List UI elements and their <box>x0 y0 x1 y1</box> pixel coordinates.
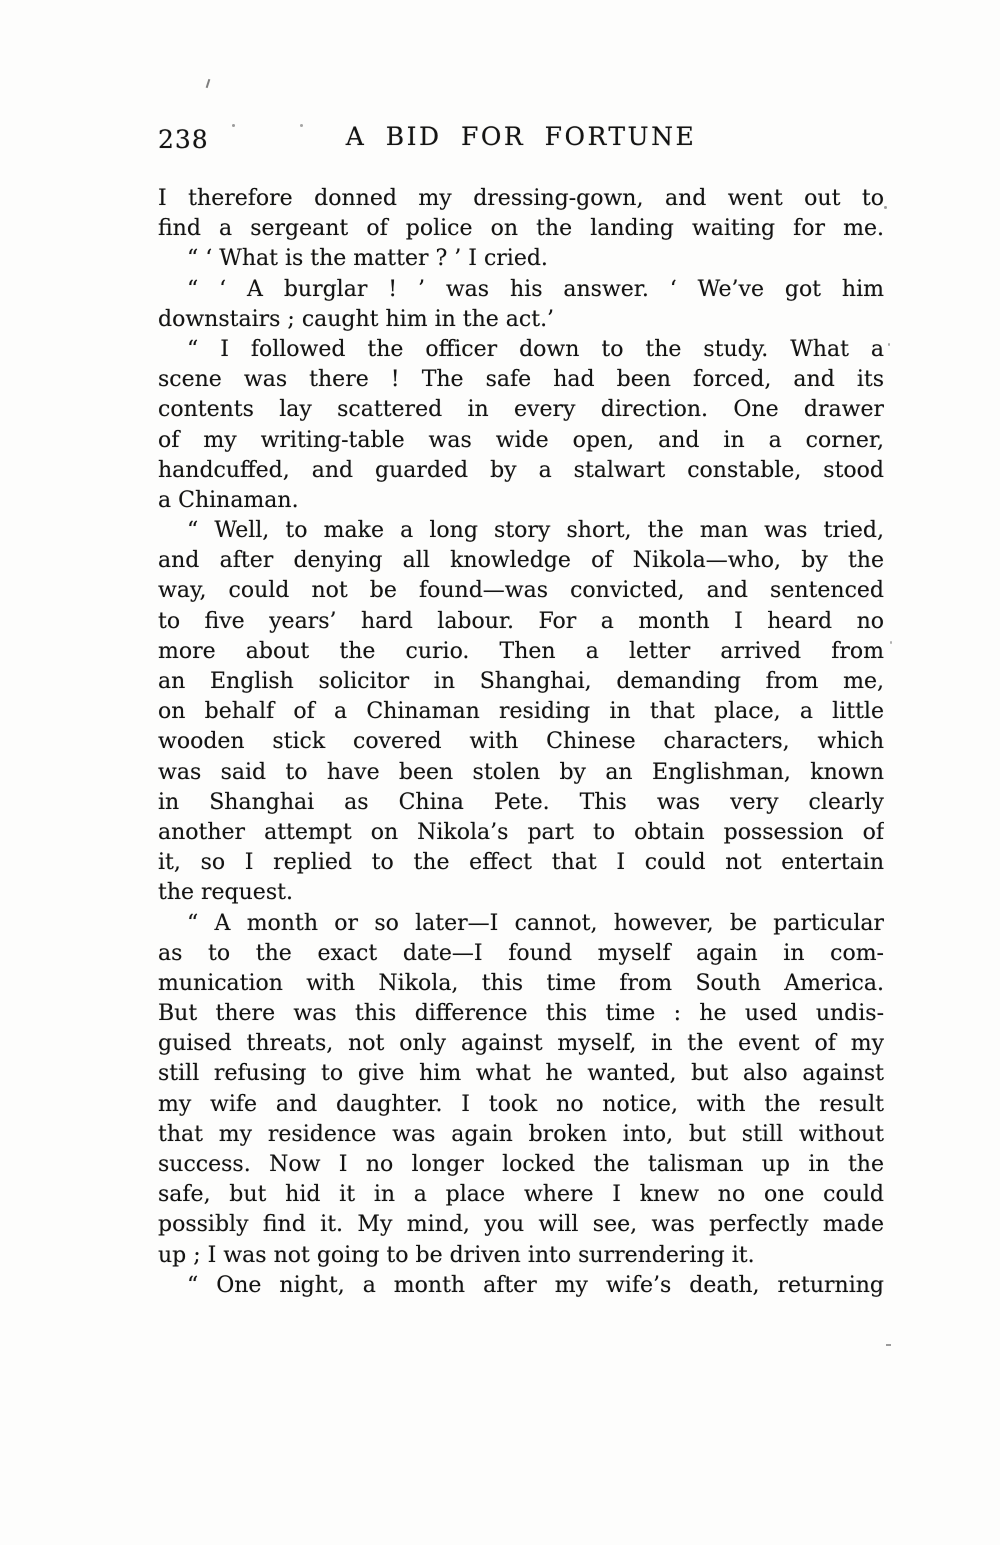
text-line: in Shanghai as China Pete. This was very clearly <box>158 789 884 815</box>
text-line: But there was this difference this time : he used undis- <box>158 1001 884 1027</box>
text-line: and after denying all knowledge of Nikola—who, by the <box>158 548 884 574</box>
scan-artifact <box>888 343 890 346</box>
text-line: handcuffed, and guarded by a stalwart constable, stood <box>158 457 884 483</box>
text-line: on behalf of a Chinaman residing in that place, a little <box>158 699 884 725</box>
text-line: another attempt on Nikola’s part to obtain possession of <box>158 819 884 845</box>
scan-artifact <box>884 206 887 209</box>
text-line: “ A month or so later—I cannot, however, be particular <box>187 910 884 936</box>
text-line: “ ‘ What is the matter ? ’ I cried. <box>187 246 548 272</box>
page-number: 238 <box>158 125 209 154</box>
scan-artifact <box>886 1344 891 1346</box>
text-line: I therefore donned my dressing-gown, and went out to <box>158 186 884 211</box>
text-line: safe, but hid it in a place where I knew no one could <box>158 1182 884 1208</box>
scan-artifact <box>300 124 303 127</box>
scan-artifact <box>206 79 211 88</box>
text-line: was said to have been stolen by an Englishman, known <box>158 759 884 785</box>
text-line: wooden stick covered with Chinese characters, which <box>158 729 884 755</box>
text-line: scene was there ! The safe had been forced, and its <box>158 367 884 393</box>
text-line: “ One night, a month after my wife’s death, returning <box>187 1272 884 1298</box>
text-line: possibly find it. My mind, you will see, was perfectly made <box>158 1212 884 1238</box>
text-line: way, could not be found—was convicted, and sentenced <box>158 578 884 604</box>
text-line: still refusing to give him what he wanted, but also against <box>158 1061 884 1087</box>
text-line: as to the exact date—I found myself again in com- <box>158 940 884 966</box>
text-line: contents lay scattered in every direction. One drawer <box>158 397 884 423</box>
text-line: my wife and daughter. I took no notice, with the result <box>158 1091 884 1117</box>
page-body <box>158 184 884 1301</box>
text-line: the request. <box>158 880 293 906</box>
running-title: A BID FOR FORTUNE <box>345 122 697 151</box>
text-line: more about the curio. Then a letter arrived from <box>158 638 884 664</box>
text-line: of my writing-table was wide open, and in a corner, <box>158 427 884 453</box>
text-line: downstairs ; caught him in the act.’ <box>158 306 555 332</box>
scan-artifact <box>232 124 235 127</box>
text-line: munication with Nikola, this time from South America. <box>158 970 884 996</box>
text-line: guised threats, not only against myself, in the event of my <box>158 1031 884 1057</box>
text-line: an English solicitor in Shanghai, demanding from me, <box>158 669 884 694</box>
text-line: up ; I was not going to be driven into surrendering it. <box>158 1242 755 1268</box>
text-line: “ ‘ A burglar ! ’ was his answer. ‘ We’ve got him <box>187 276 884 302</box>
text-line: it, so I replied to the effect that I could not entertain <box>158 850 884 876</box>
text-line: a Chinaman. <box>158 487 299 513</box>
page-header <box>158 122 884 156</box>
text-line: find a sergeant of police on the landing waiting for me. <box>158 216 884 242</box>
text-line: success. Now I no longer locked the talisman up in the <box>158 1152 884 1177</box>
text-line: that my residence was again broken into, but still without <box>158 1121 884 1147</box>
scan-artifact <box>890 641 892 644</box>
text-line: “ Well, to make a long story short, the man was tried, <box>187 518 884 544</box>
text-line: to five years’ hard labour. For a month I heard no <box>158 608 884 634</box>
text-line: “ I followed the officer down to the study. What a <box>187 336 884 362</box>
